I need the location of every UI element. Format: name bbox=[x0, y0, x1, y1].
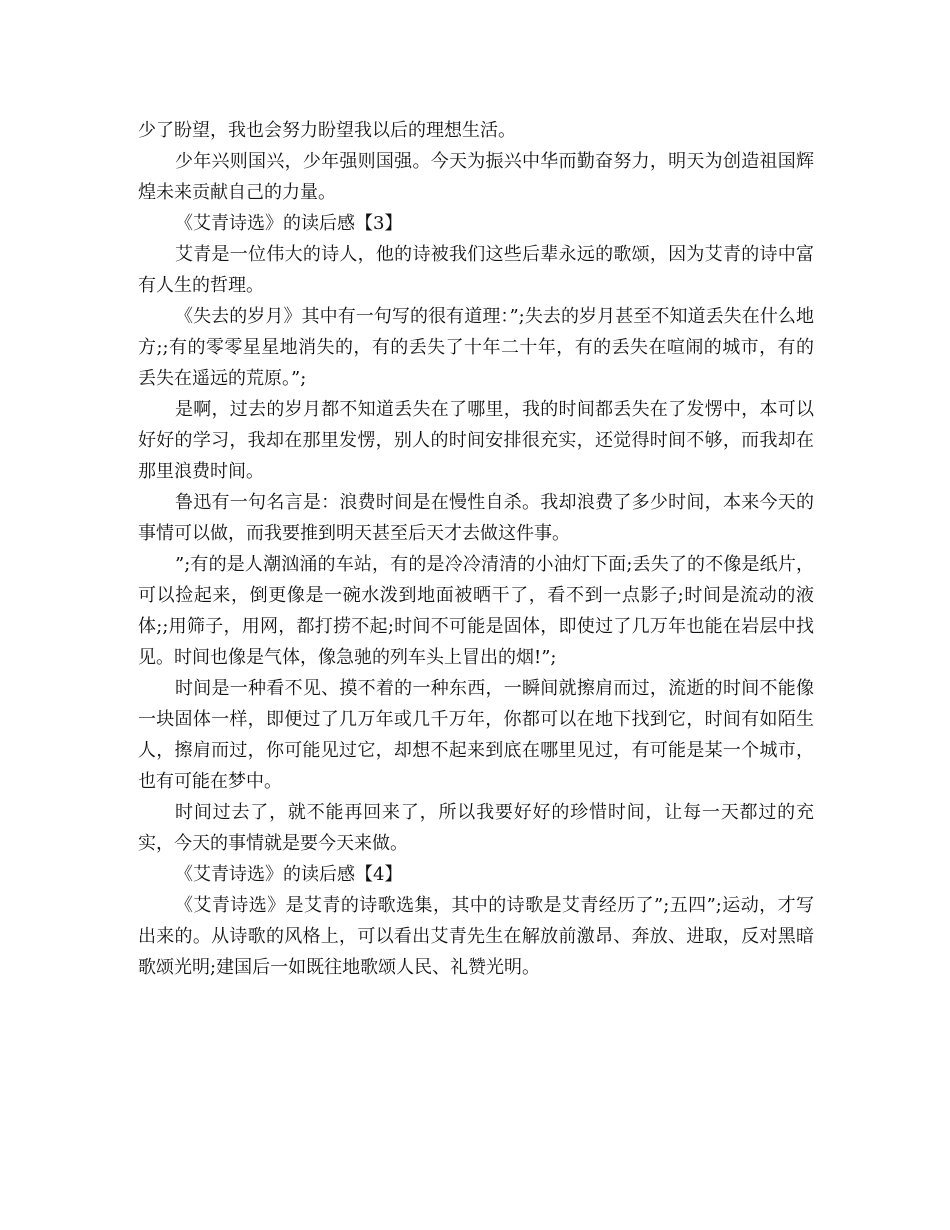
section-heading-3: 《艾青诗选》的读后感【3】 bbox=[175, 213, 403, 234]
paragraph-6: 鲁迅有一句名言是：浪费时间是在慢性自杀。我却浪费了多少时间，本来今天的事情可以做，而我要推到明天甚至后天才去做这件事。 bbox=[138, 492, 814, 544]
paragraph-9: 时间过去了，就不能再回来了，所以我要好好的珍惜时间，让每一天都过的充实，今天的事情就是要今天来做。 bbox=[138, 802, 814, 854]
paragraph-3: 艾青是一位伟大的诗人，他的诗被我们这些后辈永远的歌颂，因为艾青的诗中富有人生的哲理。 bbox=[138, 244, 814, 296]
paragraph-7: ”;有的是人潮汹涌的车站，有的是冷冷清清的小油灯下面;丢失了的不像是纸片，可以捡起来，倒更像是一碗水泼到地面被晒干了，看不到一点影子;时间是流动的液体;;用筛子，用网，都打捞不起;时间不可能是固体，即使过了几万年也能在岩层中找见。时间也像是气体，像急驰的列车头上冒出的烟!”; bbox=[138, 554, 814, 668]
paragraph-5: 是啊，过去的岁月都不知道丢失在了哪里，我的时间都丢失在了发愣中，本可以好好的学习，我却在那里发愣，别人的时间安排很充实，还觉得时间不够，而我却在那里浪费时间。 bbox=[138, 399, 814, 482]
paragraph-1: 少了盼望，我也会努力盼望我以后的理想生活。 bbox=[138, 120, 516, 141]
document-page bbox=[138, 115, 814, 983]
paragraph-8: 时间是一种看不见、摸不着的一种东西，一瞬间就擦肩而过，流逝的时间不能像一块固体一样，即便过了几万年或几千万年，你都可以在地下找到它，时间有如陌生人，擦肩而过，你可能见过它，却想不起来到底在哪里见过，有可能是某一个城市，也有可能在梦中。 bbox=[138, 678, 814, 792]
paragraph-4: 《失去的岁月》其中有一句写的很有道理：”;失去的岁月甚至不知道丢失在什么地方;;有的零零星星地消失的，有的丢失了十年二十年，有的丢失在喧闹的城市，有的丢失在遥远的荒原。”; bbox=[138, 306, 814, 389]
paragraph-2: 少年兴则国兴，少年强则国强。今天为振兴中华而勤奋努力，明天为创造祖国辉煌未来贡献自己的力量。 bbox=[138, 151, 814, 203]
paragraph-10: 《艾青诗选》是艾青的诗歌选集，其中的诗歌是艾青经历了”;五四”;运动，才写出来的。从诗歌的风格上，可以看出艾青先生在解放前激昂、奔放、进取，反对黑暗歌颂光明;建国后一如既往地歌颂人民、礼赞光明。 bbox=[138, 895, 814, 978]
section-heading-4: 《艾青诗选》的读后感【4】 bbox=[175, 864, 403, 885]
